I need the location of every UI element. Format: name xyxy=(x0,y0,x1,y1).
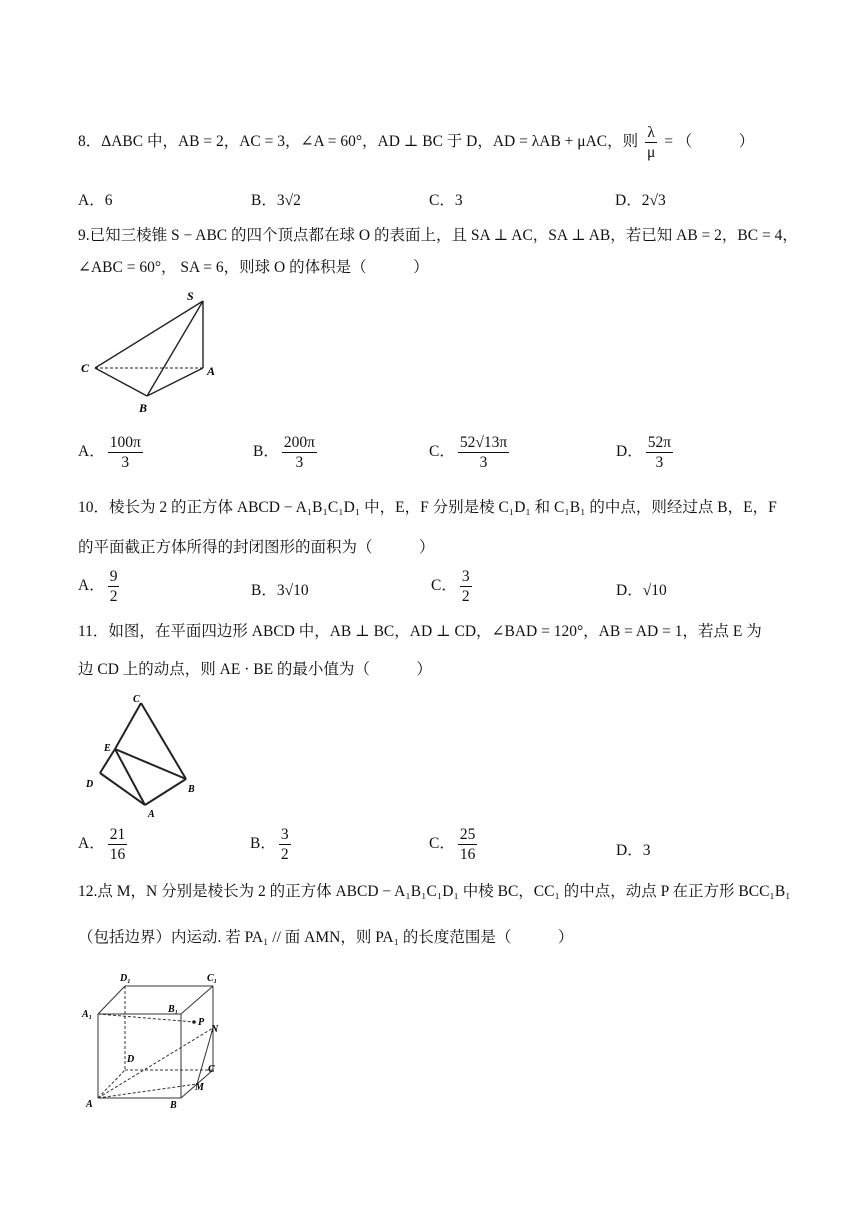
q11-option-c-den: 16 xyxy=(459,846,476,863)
q11-option-a[interactable] xyxy=(78,826,130,863)
q8-option-c[interactable]: C．3 xyxy=(429,192,463,209)
q9-stem-line2: ∠ABC = 60°， SA = 6，则球 O 的体积是（ ） xyxy=(78,259,429,276)
q11-option-d[interactable]: D．3 xyxy=(616,842,651,859)
q8-frac-den: μ xyxy=(647,144,656,161)
q9-option-b-den: 3 xyxy=(295,454,304,471)
q9-option-c-letter: C． xyxy=(429,443,455,461)
q11-option-b-num: 3 xyxy=(280,826,289,843)
q11-option-c[interactable] xyxy=(429,826,480,863)
q12-stem-line1: 12.点 M，N 分别是棱长为 2 的正方体 ABCD − A₁B₁C₁D₁ 中棱 BC，CC₁ 的中点，动点 P 在正方形 BCC₁B₁ xyxy=(78,883,791,900)
q12-cube-figure xyxy=(80,966,230,1114)
q9-label-s: S xyxy=(187,289,194,303)
q9-option-c-frac xyxy=(458,434,509,471)
q10-stem-line1: 10．棱长为 2 的正方体 ABCD − A₁B₁C₁D₁ 中，E，F 分别是棱 C₁D₁ 和 C₁B₁ 的中点，则经过点 B，E，F xyxy=(78,499,777,516)
q10-option-c-den: 2 xyxy=(461,588,470,605)
q9-label-a: A xyxy=(207,364,216,378)
q9-option-d-den: 3 xyxy=(655,454,664,471)
q10-option-a-frac xyxy=(108,568,120,605)
q9-option-d-frac xyxy=(646,434,673,471)
q10-option-a-letter: A． xyxy=(78,577,105,595)
q9-option-a-num: 100π xyxy=(109,434,141,451)
q11-option-b-letter: B． xyxy=(250,835,276,853)
q11-label-a: A xyxy=(148,809,155,820)
q12-stem-line2: （包括边界）内运动. 若 PA₁ // 面 AMN，则 PA₁ 的长度范围是（ ） xyxy=(78,929,574,946)
q12-label-b: B xyxy=(170,1100,177,1111)
q9-option-c-den: 3 xyxy=(479,454,488,471)
q10-option-a[interactable] xyxy=(78,568,122,605)
q9-option-c-num: 52√13π xyxy=(459,434,508,451)
q8-frac-num: λ xyxy=(645,124,657,143)
q10-option-c[interactable] xyxy=(431,568,475,605)
q12-label-a1: A₁ xyxy=(82,1009,93,1020)
q12-label-d1: D₁ xyxy=(120,973,131,984)
q11-option-c-frac xyxy=(458,826,478,863)
q11-stem-line1: 11．如图，在平面四边形 ABCD 中，AB ⊥ BC，AD ⊥ CD，∠BAD = 120°，AB = AD = 1，若点 E 为 xyxy=(78,623,762,640)
q11-stem-line2: 边 CD 上的动点，则 AE · BE 的最小值为（ ） xyxy=(78,661,432,678)
q11-option-b-frac xyxy=(279,826,291,863)
q9-option-a-den: 3 xyxy=(121,454,130,471)
q9-option-a[interactable] xyxy=(78,434,146,471)
q12-label-d: D xyxy=(127,1054,135,1065)
q9-stem-line1: 9.已知三棱锥 S − ABC 的四个顶点都在球 O 的表面上，且 SA ⊥ AC，SA ⊥ AB，若已知 AB = 2，BC = 4， xyxy=(78,227,798,244)
q11-option-a-frac xyxy=(108,826,128,863)
q9-option-a-letter: A． xyxy=(78,443,105,461)
q8-option-d[interactable]: D．2√3 xyxy=(615,192,666,209)
q10-option-c-frac xyxy=(460,568,472,605)
q12-label-a: A xyxy=(86,1099,93,1110)
q8-option-b[interactable]: B．3√2 xyxy=(251,192,301,209)
q12-label-m: M xyxy=(195,1082,204,1093)
q10-stem-line2: 的平面截正方体所得的封闭图形的面积为（ ） xyxy=(78,539,435,556)
q11-option-b-den: 2 xyxy=(280,846,289,863)
q11-label-b: B xyxy=(188,784,195,795)
q11-option-b[interactable] xyxy=(250,826,294,863)
q11-option-c-num: 25 xyxy=(459,826,476,843)
q8-ratio-fraction xyxy=(645,124,657,161)
q12-label-c: C xyxy=(208,1064,215,1075)
q11-option-a-num: 21 xyxy=(109,826,126,843)
q9-label-c: C xyxy=(81,361,90,375)
q11-quadrilateral-figure xyxy=(80,690,210,820)
q12-label-p: P xyxy=(198,1017,205,1028)
q9-label-b: B xyxy=(139,401,148,415)
q10-option-a-den: 2 xyxy=(109,588,118,605)
q9-option-d-letter: D． xyxy=(616,443,643,461)
q12-label-b1: B₁ xyxy=(168,1004,179,1015)
q11-label-c: C xyxy=(133,694,140,705)
q9-pyramid-figure xyxy=(75,288,225,418)
q10-option-b[interactable]: B．3√10 xyxy=(251,582,309,599)
q10-option-a-num: 9 xyxy=(109,568,118,585)
q8-stem-tail: = （ ） xyxy=(664,133,755,151)
q10-option-c-letter: C． xyxy=(431,577,457,595)
q9-option-a-frac xyxy=(108,434,143,471)
q9-option-b-num: 200π xyxy=(283,434,315,451)
q12-label-n: N xyxy=(211,1024,219,1035)
q9-option-b-letter: B． xyxy=(253,443,279,461)
q11-label-d: D xyxy=(86,779,94,790)
q9-option-d[interactable] xyxy=(616,434,676,471)
q11-option-a-letter: A． xyxy=(78,835,105,853)
q9-option-b-frac xyxy=(282,434,317,471)
q12-label-c1: C₁ xyxy=(207,973,218,984)
q9-option-d-num: 52π xyxy=(647,434,672,451)
q9-option-c[interactable] xyxy=(429,434,512,471)
q8-stem xyxy=(78,124,754,161)
q8-option-a[interactable]: A．6 xyxy=(78,192,113,209)
q10-option-c-num: 3 xyxy=(461,568,470,585)
q11-option-a-den: 16 xyxy=(109,846,126,863)
q11-label-e: E xyxy=(104,743,111,754)
q9-option-b[interactable] xyxy=(253,434,320,471)
q10-option-d[interactable]: D．√10 xyxy=(616,582,667,599)
q8-stem-text: 8．ΔABC 中，AB = 2，AC = 3，∠A = 60°，AD ⊥ BC 于 D，AD = λAB + μAC，则 xyxy=(78,133,639,151)
q11-option-c-letter: C． xyxy=(429,835,455,853)
